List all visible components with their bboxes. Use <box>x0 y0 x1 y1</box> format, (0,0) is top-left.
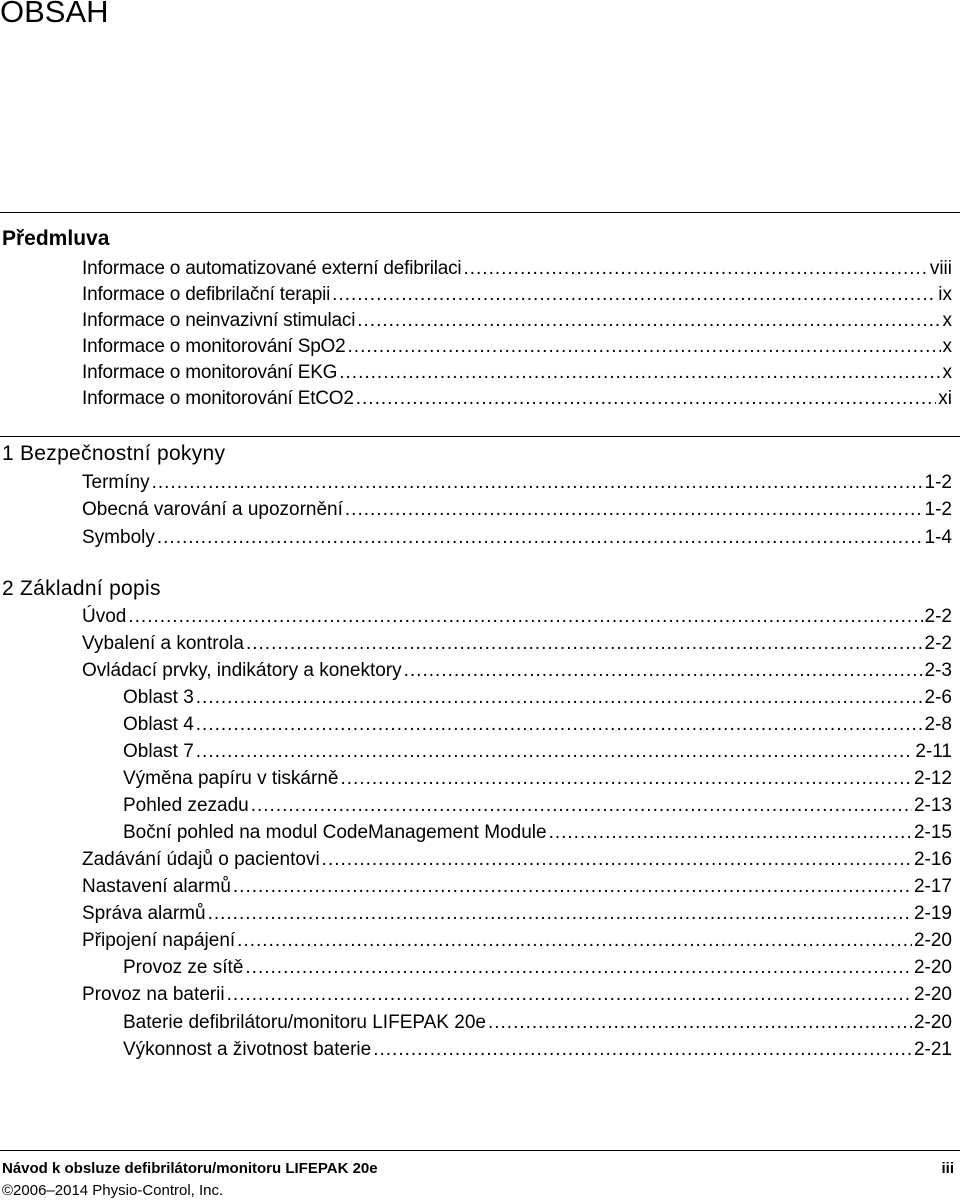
toc-leader-dots <box>196 685 923 711</box>
toc-entry[interactable] <box>123 793 952 819</box>
toc-leader-dots <box>356 386 937 412</box>
toc-entry-label: Symboly <box>82 527 155 548</box>
toc-entry-page: 2-12 <box>913 768 952 789</box>
toc-entry[interactable] <box>82 847 952 873</box>
toc-entry-page: 1-4 <box>924 527 952 548</box>
toc-entry[interactable] <box>82 282 952 308</box>
toc-entry-label: Výměna papíru v tiskárně <box>123 768 339 789</box>
toc-leader-dots <box>196 712 923 738</box>
toc-entry[interactable] <box>82 928 952 954</box>
toc-leader-dots <box>339 360 940 386</box>
toc-entry-label: Informace o defibrilační terapii <box>82 284 331 305</box>
toc-entry-label: Oblast 3 <box>123 687 194 708</box>
toc-entry-page: 2-20 <box>913 957 952 978</box>
toc-leader-dots <box>246 631 923 657</box>
toc-entry-page: 2-17 <box>913 876 952 897</box>
toc-leader-dots <box>488 1010 912 1036</box>
toc-entry-page: 2-13 <box>913 795 952 816</box>
footer-divider <box>0 1150 960 1151</box>
section-heading-number: 1 <box>2 442 14 465</box>
toc-entry-label: Boční pohled na modul CodeManagement Module <box>123 822 547 843</box>
page-title: OBSAH <box>0 0 109 29</box>
toc-leader-dots <box>357 308 940 334</box>
toc-entry[interactable] <box>82 604 952 630</box>
toc-entry-label: Informace o monitorování EtCO2 <box>82 388 354 409</box>
toc-entry-page: 2-20 <box>913 930 952 951</box>
toc-entry-label: Informace o monitorování EKG <box>82 362 338 383</box>
toc-entry-page: 1-2 <box>924 499 952 520</box>
toc-entry-label: Pohled zezadu <box>123 795 249 816</box>
toc-leader-dots <box>345 497 923 523</box>
toc-entry-label: Vybalení a kontrola <box>82 633 244 654</box>
toc-entry-label: Nastavení alarmů <box>82 876 231 897</box>
toc-leader-dots <box>128 604 922 630</box>
toc-leader-dots <box>463 256 927 282</box>
toc-leader-dots <box>208 901 912 927</box>
toc-entry-label: Baterie defibrilátoru/monitoru LIFEPAK 20e <box>123 1012 486 1033</box>
toc-entry-label: Úvod <box>82 606 127 627</box>
toc-entry-page: 2-2 <box>924 633 952 654</box>
toc-entry[interactable] <box>123 820 952 846</box>
toc-entry-label: Obecná varování a upozornění <box>82 499 343 520</box>
toc-entry[interactable] <box>82 308 952 334</box>
toc-leader-dots <box>227 982 912 1008</box>
toc-entry[interactable] <box>82 631 952 657</box>
footer-document-title: Návod k obsluze defibrilátoru/monitoru LIFEPAK 20e <box>2 1160 378 1177</box>
toc-leader-dots <box>373 1037 912 1063</box>
toc-entry[interactable] <box>123 712 952 738</box>
toc-entry[interactable] <box>82 982 952 1008</box>
toc-entry-label: Provoz na baterii <box>82 984 225 1005</box>
toc-leader-dots <box>332 282 936 308</box>
toc-entry-page: 2-3 <box>924 660 952 681</box>
toc-entry-page: 2-15 <box>913 822 952 843</box>
section-heading-label: Předmluva <box>2 227 110 250</box>
section-heading-label: Bezpečnostní pokyny <box>19 442 226 465</box>
footer-copyright: ©2006–2014 Physio-Control, Inc. <box>2 1182 224 1199</box>
toc-entry[interactable] <box>123 1037 952 1063</box>
toc-entry-page: 2-20 <box>913 984 952 1005</box>
toc-entry[interactable] <box>123 955 952 981</box>
toc-entry[interactable] <box>82 334 952 360</box>
toc-leader-dots <box>404 658 923 684</box>
section-divider <box>0 436 960 437</box>
toc-entry-page: 2-6 <box>924 687 952 708</box>
toc-entry-page: xi <box>938 388 952 409</box>
toc-entry[interactable] <box>82 386 952 412</box>
toc-entry-label: Termíny <box>82 472 150 493</box>
toc-entry[interactable] <box>123 766 952 792</box>
toc-entry-page: 2-16 <box>913 849 952 870</box>
section-heading-zakladni-popis <box>2 575 161 603</box>
toc-entry[interactable] <box>82 874 952 900</box>
toc-entry[interactable] <box>82 360 952 386</box>
toc-leader-dots <box>157 525 923 551</box>
toc-entry-page: x <box>942 362 952 383</box>
toc-entry[interactable] <box>123 1010 952 1036</box>
toc-entry-page: x <box>942 310 952 331</box>
toc-entry-page: 2-2 <box>924 606 952 627</box>
toc-entry-page: ix <box>938 284 952 305</box>
toc-entry-label: Oblast 4 <box>123 714 194 735</box>
title-divider <box>0 212 960 213</box>
section-heading-number: 2 <box>2 577 14 600</box>
toc-entry-label: Oblast 7 <box>123 741 194 762</box>
toc-leader-dots <box>251 793 912 819</box>
toc-entry-label: Ovládací prvky, indikátory a konektory <box>82 660 402 681</box>
footer-page-number: iii <box>941 1160 954 1177</box>
toc-entry[interactable] <box>82 497 952 523</box>
toc-entry-label: Zadávání údajů o pacientovi <box>82 849 320 870</box>
section-heading-bezpecnostni-pokyny <box>2 440 225 468</box>
toc-leader-dots <box>549 820 912 846</box>
toc-entry-label: Informace o neinvazivní stimulaci <box>82 310 356 331</box>
toc-entry[interactable] <box>82 256 952 282</box>
toc-entry[interactable] <box>123 739 952 765</box>
toc-leader-dots <box>322 847 912 873</box>
toc-entry[interactable] <box>82 901 952 927</box>
toc-entry-page: 1-2 <box>924 472 952 493</box>
toc-leader-dots <box>340 766 912 792</box>
toc-entry-label: Provoz ze sítě <box>123 957 244 978</box>
toc-entry-label: Informace o monitorování SpO2 <box>82 336 346 357</box>
section-heading-label: Základní popis <box>19 577 161 600</box>
toc-entry-label: Správa alarmů <box>82 903 206 924</box>
toc-leader-dots <box>245 955 912 981</box>
toc-entry-label: Výkonnost a životnost baterie <box>123 1039 372 1060</box>
toc-entry-page: 2-11 <box>915 741 952 762</box>
section-heading-predmluva <box>2 225 109 253</box>
toc-entry[interactable] <box>82 470 952 496</box>
toc-leader-dots <box>237 928 912 954</box>
toc-leader-dots <box>348 334 941 360</box>
toc-entry-page: viii <box>929 258 952 279</box>
toc-leader-dots <box>233 874 912 900</box>
toc-entry-page: x <box>942 336 952 357</box>
toc-entry-label: Informace o automatizované externí defibrilaci <box>82 258 462 279</box>
toc-entry-page: 2-21 <box>913 1039 952 1060</box>
toc-entry-page: 2-19 <box>913 903 952 924</box>
toc-entry[interactable] <box>123 685 952 711</box>
toc-entry[interactable] <box>82 658 952 684</box>
toc-entry[interactable] <box>82 525 952 551</box>
toc-leader-dots <box>196 739 914 765</box>
toc-leader-dots <box>152 470 923 496</box>
toc-entry-label: Připojení napájení <box>82 930 236 951</box>
toc-entry-page: 2-20 <box>913 1012 952 1033</box>
toc-entry-page: 2-8 <box>924 714 952 735</box>
